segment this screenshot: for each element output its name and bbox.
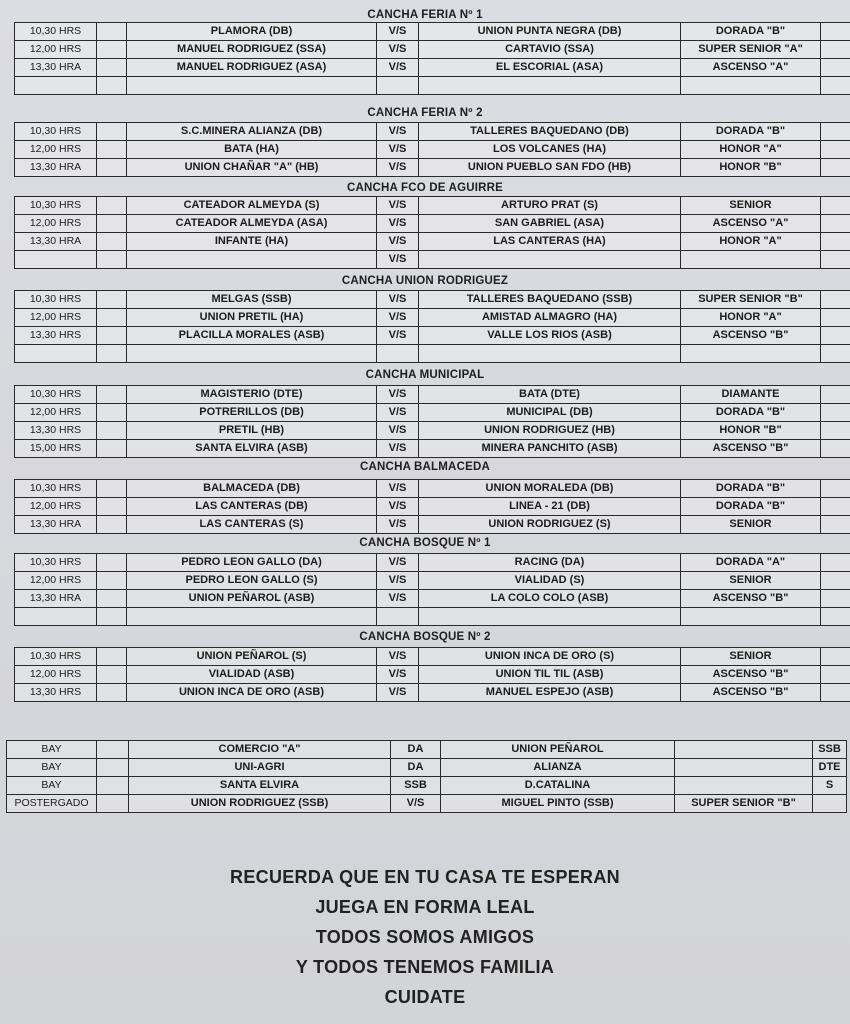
match-home: S.C.MINERA ALIANZA (DB) bbox=[127, 123, 377, 141]
empty-cell bbox=[97, 386, 127, 404]
match-away: TALLERES BAQUEDANO (DB) bbox=[419, 123, 681, 141]
match-category: HONOR "B" bbox=[681, 422, 821, 440]
match-category: ASCENSO "B" bbox=[681, 590, 821, 608]
match-home: BALMACEDA (DB) bbox=[127, 480, 377, 498]
match-home: LAS CANTERAS (DB) bbox=[127, 498, 377, 516]
match-row bbox=[15, 197, 850, 215]
match-vs: V/S bbox=[377, 516, 419, 534]
empty-cell bbox=[821, 684, 850, 702]
empty-cell bbox=[821, 327, 850, 345]
match-vs: V/S bbox=[377, 291, 419, 309]
match-vs: V/S bbox=[377, 386, 419, 404]
match-row bbox=[15, 480, 850, 498]
match-away: AMISTAD ALMAGRO (HA) bbox=[419, 309, 681, 327]
match-home: MAGISTERIO (DTE) bbox=[127, 386, 377, 404]
match-vs: V/S bbox=[377, 41, 419, 59]
match-time: 12,00 HRS bbox=[15, 309, 97, 327]
match-time: 13,30 HRA bbox=[15, 159, 97, 177]
match-category: ASCENSO "B" bbox=[681, 666, 821, 684]
section-title: CANCHA BOSQUE Nº 2 bbox=[359, 631, 491, 643]
match-vs: V/S bbox=[377, 440, 419, 458]
match-category: DORADA "B" bbox=[681, 480, 821, 498]
empty-cell bbox=[97, 41, 127, 59]
match-away: CARTAVIO (SSA) bbox=[419, 41, 681, 59]
empty-cell bbox=[97, 77, 127, 95]
match-vs: V/S bbox=[377, 480, 419, 498]
match-home: CATEADOR ALMEYDA (ASA) bbox=[127, 215, 377, 233]
match-row bbox=[15, 123, 850, 141]
empty-cell bbox=[821, 345, 850, 363]
empty-cell bbox=[97, 666, 127, 684]
match-time: 12,00 HRS bbox=[15, 498, 97, 516]
bay-status: BAY bbox=[7, 777, 97, 795]
section-title: CANCHA FERIA Nº 2 bbox=[367, 107, 483, 119]
empty-cell bbox=[821, 197, 850, 215]
match-category: SENIOR bbox=[681, 197, 821, 215]
match-table bbox=[14, 22, 850, 95]
empty-cell bbox=[97, 251, 127, 269]
empty-cell bbox=[97, 759, 129, 777]
match-home: PRETIL (HB) bbox=[127, 422, 377, 440]
bay-away: MIGUEL PINTO (SSB) bbox=[441, 795, 675, 813]
match-vs bbox=[377, 345, 419, 363]
match-away: UNION PUNTA NEGRA (DB) bbox=[419, 23, 681, 41]
match-category: DIAMANTE bbox=[681, 386, 821, 404]
match-row bbox=[15, 23, 850, 41]
empty-cell bbox=[821, 404, 850, 422]
empty-cell bbox=[821, 422, 850, 440]
match-home: UNION PEÑAROL (S) bbox=[127, 648, 377, 666]
match-row bbox=[15, 215, 850, 233]
bay-away: ALIANZA bbox=[441, 759, 675, 777]
match-home: PEDRO LEON GALLO (DA) bbox=[127, 554, 377, 572]
match-away: UNION INCA DE ORO (S) bbox=[419, 648, 681, 666]
bay-table bbox=[6, 740, 847, 813]
match-time: 12,00 HRS bbox=[15, 215, 97, 233]
match-away: ARTURO PRAT (S) bbox=[419, 197, 681, 215]
match-row bbox=[15, 141, 850, 159]
empty-cell bbox=[97, 554, 127, 572]
match-home: PLAMORA (DB) bbox=[127, 23, 377, 41]
match-vs: V/S bbox=[377, 123, 419, 141]
match-vs: V/S bbox=[377, 648, 419, 666]
match-vs: V/S bbox=[377, 141, 419, 159]
match-category: SENIOR bbox=[681, 572, 821, 590]
match-row bbox=[15, 309, 850, 327]
empty-cell bbox=[821, 590, 850, 608]
match-table bbox=[14, 385, 850, 458]
match-row bbox=[15, 572, 850, 590]
match-away: MINERA PANCHITO (ASB) bbox=[419, 440, 681, 458]
match-row bbox=[15, 77, 850, 95]
bay-home: UNI-AGRI bbox=[129, 759, 391, 777]
match-row bbox=[15, 648, 850, 666]
match-away bbox=[419, 77, 681, 95]
match-time: 13,30 HRA bbox=[15, 516, 97, 534]
match-away: VIALIDAD (S) bbox=[419, 572, 681, 590]
empty-cell bbox=[97, 197, 127, 215]
empty-cell bbox=[97, 498, 127, 516]
footer-line: JUEGA EN FORMA LEAL bbox=[315, 897, 535, 917]
match-away: LAS CANTERAS (HA) bbox=[419, 233, 681, 251]
match-time bbox=[15, 77, 97, 95]
bay-extra: DTE bbox=[813, 759, 847, 777]
match-vs: V/S bbox=[377, 422, 419, 440]
empty-cell bbox=[821, 291, 850, 309]
match-row bbox=[15, 404, 850, 422]
match-vs: V/S bbox=[377, 233, 419, 251]
match-row bbox=[15, 59, 850, 77]
empty-cell bbox=[821, 608, 850, 626]
bay-status: POSTERGADO bbox=[7, 795, 97, 813]
match-away bbox=[419, 345, 681, 363]
match-time: 12,00 HRS bbox=[15, 41, 97, 59]
match-vs: V/S bbox=[377, 197, 419, 215]
match-home: MELGAS (SSB) bbox=[127, 291, 377, 309]
empty-cell bbox=[97, 795, 129, 813]
empty-cell bbox=[821, 141, 850, 159]
match-away: VALLE LOS RIOS (ASB) bbox=[419, 327, 681, 345]
match-vs: V/S bbox=[377, 554, 419, 572]
empty-cell bbox=[821, 309, 850, 327]
match-time: 10,30 HRS bbox=[15, 23, 97, 41]
empty-cell bbox=[821, 386, 850, 404]
empty-cell bbox=[97, 480, 127, 498]
match-table bbox=[14, 122, 850, 177]
match-time: 12,00 HRS bbox=[15, 404, 97, 422]
match-category: HONOR "A" bbox=[681, 309, 821, 327]
match-home: BATA (HA) bbox=[127, 141, 377, 159]
empty-cell bbox=[97, 422, 127, 440]
section-title: CANCHA FERIA Nº 1 bbox=[367, 9, 483, 21]
match-home bbox=[127, 345, 377, 363]
footer-line: TODOS SOMOS AMIGOS bbox=[315, 927, 535, 947]
empty-cell bbox=[97, 291, 127, 309]
section-title: CANCHA UNION RODRIGUEZ bbox=[341, 275, 509, 287]
match-row bbox=[15, 554, 850, 572]
match-category: DORADA "B" bbox=[681, 23, 821, 41]
empty-cell bbox=[821, 77, 850, 95]
bay-row bbox=[7, 777, 847, 795]
empty-cell bbox=[97, 345, 127, 363]
match-home bbox=[127, 251, 377, 269]
empty-cell bbox=[97, 59, 127, 77]
empty-cell bbox=[821, 516, 850, 534]
match-time bbox=[15, 608, 97, 626]
match-category: HONOR "A" bbox=[681, 233, 821, 251]
bay-code: SSB bbox=[391, 777, 441, 795]
empty-cell bbox=[821, 123, 850, 141]
match-away: LA COLO COLO (ASB) bbox=[419, 590, 681, 608]
match-vs: V/S bbox=[377, 404, 419, 422]
match-row bbox=[15, 251, 850, 269]
match-time: 10,30 HRS bbox=[15, 197, 97, 215]
match-category: ASCENSO "B" bbox=[681, 440, 821, 458]
empty-cell bbox=[97, 309, 127, 327]
match-time: 15,00 HRS bbox=[15, 440, 97, 458]
match-row bbox=[15, 440, 850, 458]
match-home: PLACILLA MORALES (ASB) bbox=[127, 327, 377, 345]
empty-cell bbox=[97, 648, 127, 666]
match-row bbox=[15, 684, 850, 702]
match-category: SENIOR bbox=[681, 516, 821, 534]
match-time bbox=[15, 251, 97, 269]
match-row bbox=[15, 422, 850, 440]
match-row bbox=[15, 608, 850, 626]
match-away: UNION PUEBLO SAN FDO (HB) bbox=[419, 159, 681, 177]
match-away: LINEA - 21 (DB) bbox=[419, 498, 681, 516]
match-vs: V/S bbox=[377, 590, 419, 608]
section-title: CANCHA FCO DE AGUIRRE bbox=[346, 182, 504, 194]
match-vs: V/S bbox=[377, 215, 419, 233]
match-vs: V/S bbox=[377, 572, 419, 590]
match-category: SUPER SENIOR "B" bbox=[681, 291, 821, 309]
empty-cell bbox=[97, 516, 127, 534]
match-row bbox=[15, 516, 850, 534]
match-time: 10,30 HRS bbox=[15, 123, 97, 141]
match-category: DORADA "B" bbox=[681, 404, 821, 422]
match-table bbox=[14, 479, 850, 534]
footer-line: CUIDATE bbox=[384, 987, 466, 1007]
bay-extra: SSB bbox=[813, 741, 847, 759]
match-time: 10,30 HRS bbox=[15, 480, 97, 498]
match-category: ASCENSO "A" bbox=[681, 59, 821, 77]
match-home: SANTA ELVIRA (ASB) bbox=[127, 440, 377, 458]
empty-cell bbox=[97, 572, 127, 590]
match-home: INFANTE (HA) bbox=[127, 233, 377, 251]
empty-cell bbox=[821, 554, 850, 572]
match-row bbox=[15, 666, 850, 684]
empty-cell bbox=[821, 572, 850, 590]
bay-away: UNION PEÑAROL bbox=[441, 741, 675, 759]
match-home: LAS CANTERAS (S) bbox=[127, 516, 377, 534]
section-title: CANCHA MUNICIPAL bbox=[365, 369, 485, 381]
bay-home: SANTA ELVIRA bbox=[129, 777, 391, 795]
match-category: ASCENSO "B" bbox=[681, 684, 821, 702]
match-category bbox=[681, 77, 821, 95]
match-vs: V/S bbox=[377, 309, 419, 327]
footer-line: Y TODOS TENEMOS FAMILIA bbox=[295, 957, 555, 977]
match-category: DORADA "B" bbox=[681, 123, 821, 141]
match-time: 10,30 HRS bbox=[15, 291, 97, 309]
empty-cell bbox=[97, 590, 127, 608]
match-away: LOS VOLCANES (HA) bbox=[419, 141, 681, 159]
match-row bbox=[15, 327, 850, 345]
empty-cell bbox=[821, 41, 850, 59]
empty-cell bbox=[97, 215, 127, 233]
bay-category bbox=[675, 777, 813, 795]
match-row bbox=[15, 590, 850, 608]
match-time: 10,30 HRS bbox=[15, 648, 97, 666]
bay-away: D.CATALINA bbox=[441, 777, 675, 795]
bay-code: DA bbox=[391, 741, 441, 759]
footer-message bbox=[0, 862, 850, 1012]
bay-extra: S bbox=[813, 777, 847, 795]
match-vs: V/S bbox=[377, 684, 419, 702]
bay-category bbox=[675, 759, 813, 777]
match-category: DORADA "A" bbox=[681, 554, 821, 572]
match-away: RACING (DA) bbox=[419, 554, 681, 572]
match-category: HONOR "B" bbox=[681, 159, 821, 177]
empty-cell bbox=[97, 159, 127, 177]
match-away bbox=[419, 251, 681, 269]
section-title: CANCHA BOSQUE Nº 1 bbox=[359, 537, 491, 549]
empty-cell bbox=[821, 666, 850, 684]
bay-row bbox=[7, 759, 847, 777]
match-category: DORADA "B" bbox=[681, 498, 821, 516]
match-vs: V/S bbox=[377, 159, 419, 177]
match-away: SAN GABRIEL (ASA) bbox=[419, 215, 681, 233]
empty-cell bbox=[821, 251, 850, 269]
section-title: CANCHA BALMACEDA bbox=[360, 461, 490, 473]
empty-cell bbox=[821, 480, 850, 498]
empty-cell bbox=[97, 777, 129, 795]
bay-code: DA bbox=[391, 759, 441, 777]
match-category: SENIOR bbox=[681, 648, 821, 666]
match-home: UNION INCA DE ORO (ASB) bbox=[127, 684, 377, 702]
bay-code: V/S bbox=[391, 795, 441, 813]
match-home: UNION PEÑAROL (ASB) bbox=[127, 590, 377, 608]
empty-cell bbox=[97, 123, 127, 141]
match-category: HONOR "A" bbox=[681, 141, 821, 159]
empty-cell bbox=[821, 159, 850, 177]
empty-cell bbox=[97, 440, 127, 458]
match-away bbox=[419, 608, 681, 626]
match-vs: V/S bbox=[377, 327, 419, 345]
match-time: 13,30 HRA bbox=[15, 59, 97, 77]
match-category bbox=[681, 345, 821, 363]
match-vs bbox=[377, 77, 419, 95]
match-category: SUPER SENIOR "A" bbox=[681, 41, 821, 59]
match-table bbox=[14, 196, 850, 269]
match-category: ASCENSO "B" bbox=[681, 327, 821, 345]
match-vs: V/S bbox=[377, 251, 419, 269]
match-time: 10,30 HRS bbox=[15, 386, 97, 404]
match-home: CATEADOR ALMEYDA (S) bbox=[127, 197, 377, 215]
match-vs: V/S bbox=[377, 59, 419, 77]
match-home: VIALIDAD (ASB) bbox=[127, 666, 377, 684]
footer-line: RECUERDA QUE EN TU CASA TE ESPERAN bbox=[230, 867, 620, 887]
empty-cell bbox=[821, 23, 850, 41]
match-row bbox=[15, 386, 850, 404]
match-row bbox=[15, 498, 850, 516]
match-row bbox=[15, 345, 850, 363]
match-time: 12,00 HRS bbox=[15, 666, 97, 684]
match-home: UNION CHAÑAR "A" (HB) bbox=[127, 159, 377, 177]
bay-row bbox=[7, 741, 847, 759]
match-category: ASCENSO "A" bbox=[681, 215, 821, 233]
match-home: UNION PRETIL (HA) bbox=[127, 309, 377, 327]
match-vs: V/S bbox=[377, 498, 419, 516]
match-away: MUNICIPAL (DB) bbox=[419, 404, 681, 422]
match-table bbox=[14, 553, 850, 626]
match-row bbox=[15, 159, 850, 177]
match-vs: V/S bbox=[377, 23, 419, 41]
match-row bbox=[15, 41, 850, 59]
match-time: 13,30 HRS bbox=[15, 684, 97, 702]
bay-status: BAY bbox=[7, 759, 97, 777]
bay-extra bbox=[813, 795, 847, 813]
match-time: 10,30 HRS bbox=[15, 554, 97, 572]
empty-cell bbox=[97, 23, 127, 41]
empty-cell bbox=[821, 498, 850, 516]
empty-cell bbox=[821, 59, 850, 77]
bay-category: SUPER SENIOR "B" bbox=[675, 795, 813, 813]
match-home bbox=[127, 77, 377, 95]
empty-cell bbox=[821, 648, 850, 666]
match-time bbox=[15, 345, 97, 363]
match-row bbox=[15, 233, 850, 251]
match-away: UNION TIL TIL (ASB) bbox=[419, 666, 681, 684]
empty-cell bbox=[97, 741, 129, 759]
match-time: 13,30 HRS bbox=[15, 422, 97, 440]
match-away: UNION RODRIGUEZ (HB) bbox=[419, 422, 681, 440]
match-away: UNION RODRIGUEZ (S) bbox=[419, 516, 681, 534]
match-time: 13,30 HRA bbox=[15, 233, 97, 251]
match-away: UNION MORALEDA (DB) bbox=[419, 480, 681, 498]
match-category bbox=[681, 251, 821, 269]
match-time: 13,30 HRS bbox=[15, 327, 97, 345]
empty-cell bbox=[97, 404, 127, 422]
match-away: BATA (DTE) bbox=[419, 386, 681, 404]
match-time: 13,30 HRA bbox=[15, 590, 97, 608]
empty-cell bbox=[821, 233, 850, 251]
empty-cell bbox=[97, 327, 127, 345]
empty-cell bbox=[97, 684, 127, 702]
match-home: POTRERILLOS (DB) bbox=[127, 404, 377, 422]
empty-cell bbox=[821, 440, 850, 458]
match-away: MANUEL ESPEJO (ASB) bbox=[419, 684, 681, 702]
empty-cell bbox=[821, 215, 850, 233]
bay-home: UNION RODRIGUEZ (SSB) bbox=[129, 795, 391, 813]
match-table bbox=[14, 290, 850, 363]
bay-category bbox=[675, 741, 813, 759]
match-home: MANUEL RODRIGUEZ (SSA) bbox=[127, 41, 377, 59]
empty-cell bbox=[97, 141, 127, 159]
match-time: 12,00 HRS bbox=[15, 141, 97, 159]
match-time: 12,00 HRS bbox=[15, 572, 97, 590]
match-category bbox=[681, 608, 821, 626]
bay-row bbox=[7, 795, 847, 813]
empty-cell bbox=[97, 608, 127, 626]
match-row bbox=[15, 291, 850, 309]
empty-cell bbox=[97, 233, 127, 251]
match-table bbox=[14, 647, 850, 702]
bay-home: COMERCIO "A" bbox=[129, 741, 391, 759]
bay-status: BAY bbox=[7, 741, 97, 759]
match-vs bbox=[377, 608, 419, 626]
match-home bbox=[127, 608, 377, 626]
match-away: TALLERES BAQUEDANO (SSB) bbox=[419, 291, 681, 309]
match-vs: V/S bbox=[377, 666, 419, 684]
match-home: MANUEL RODRIGUEZ (ASA) bbox=[127, 59, 377, 77]
match-away: EL ESCORIAL (ASA) bbox=[419, 59, 681, 77]
match-home: PEDRO LEON GALLO (S) bbox=[127, 572, 377, 590]
